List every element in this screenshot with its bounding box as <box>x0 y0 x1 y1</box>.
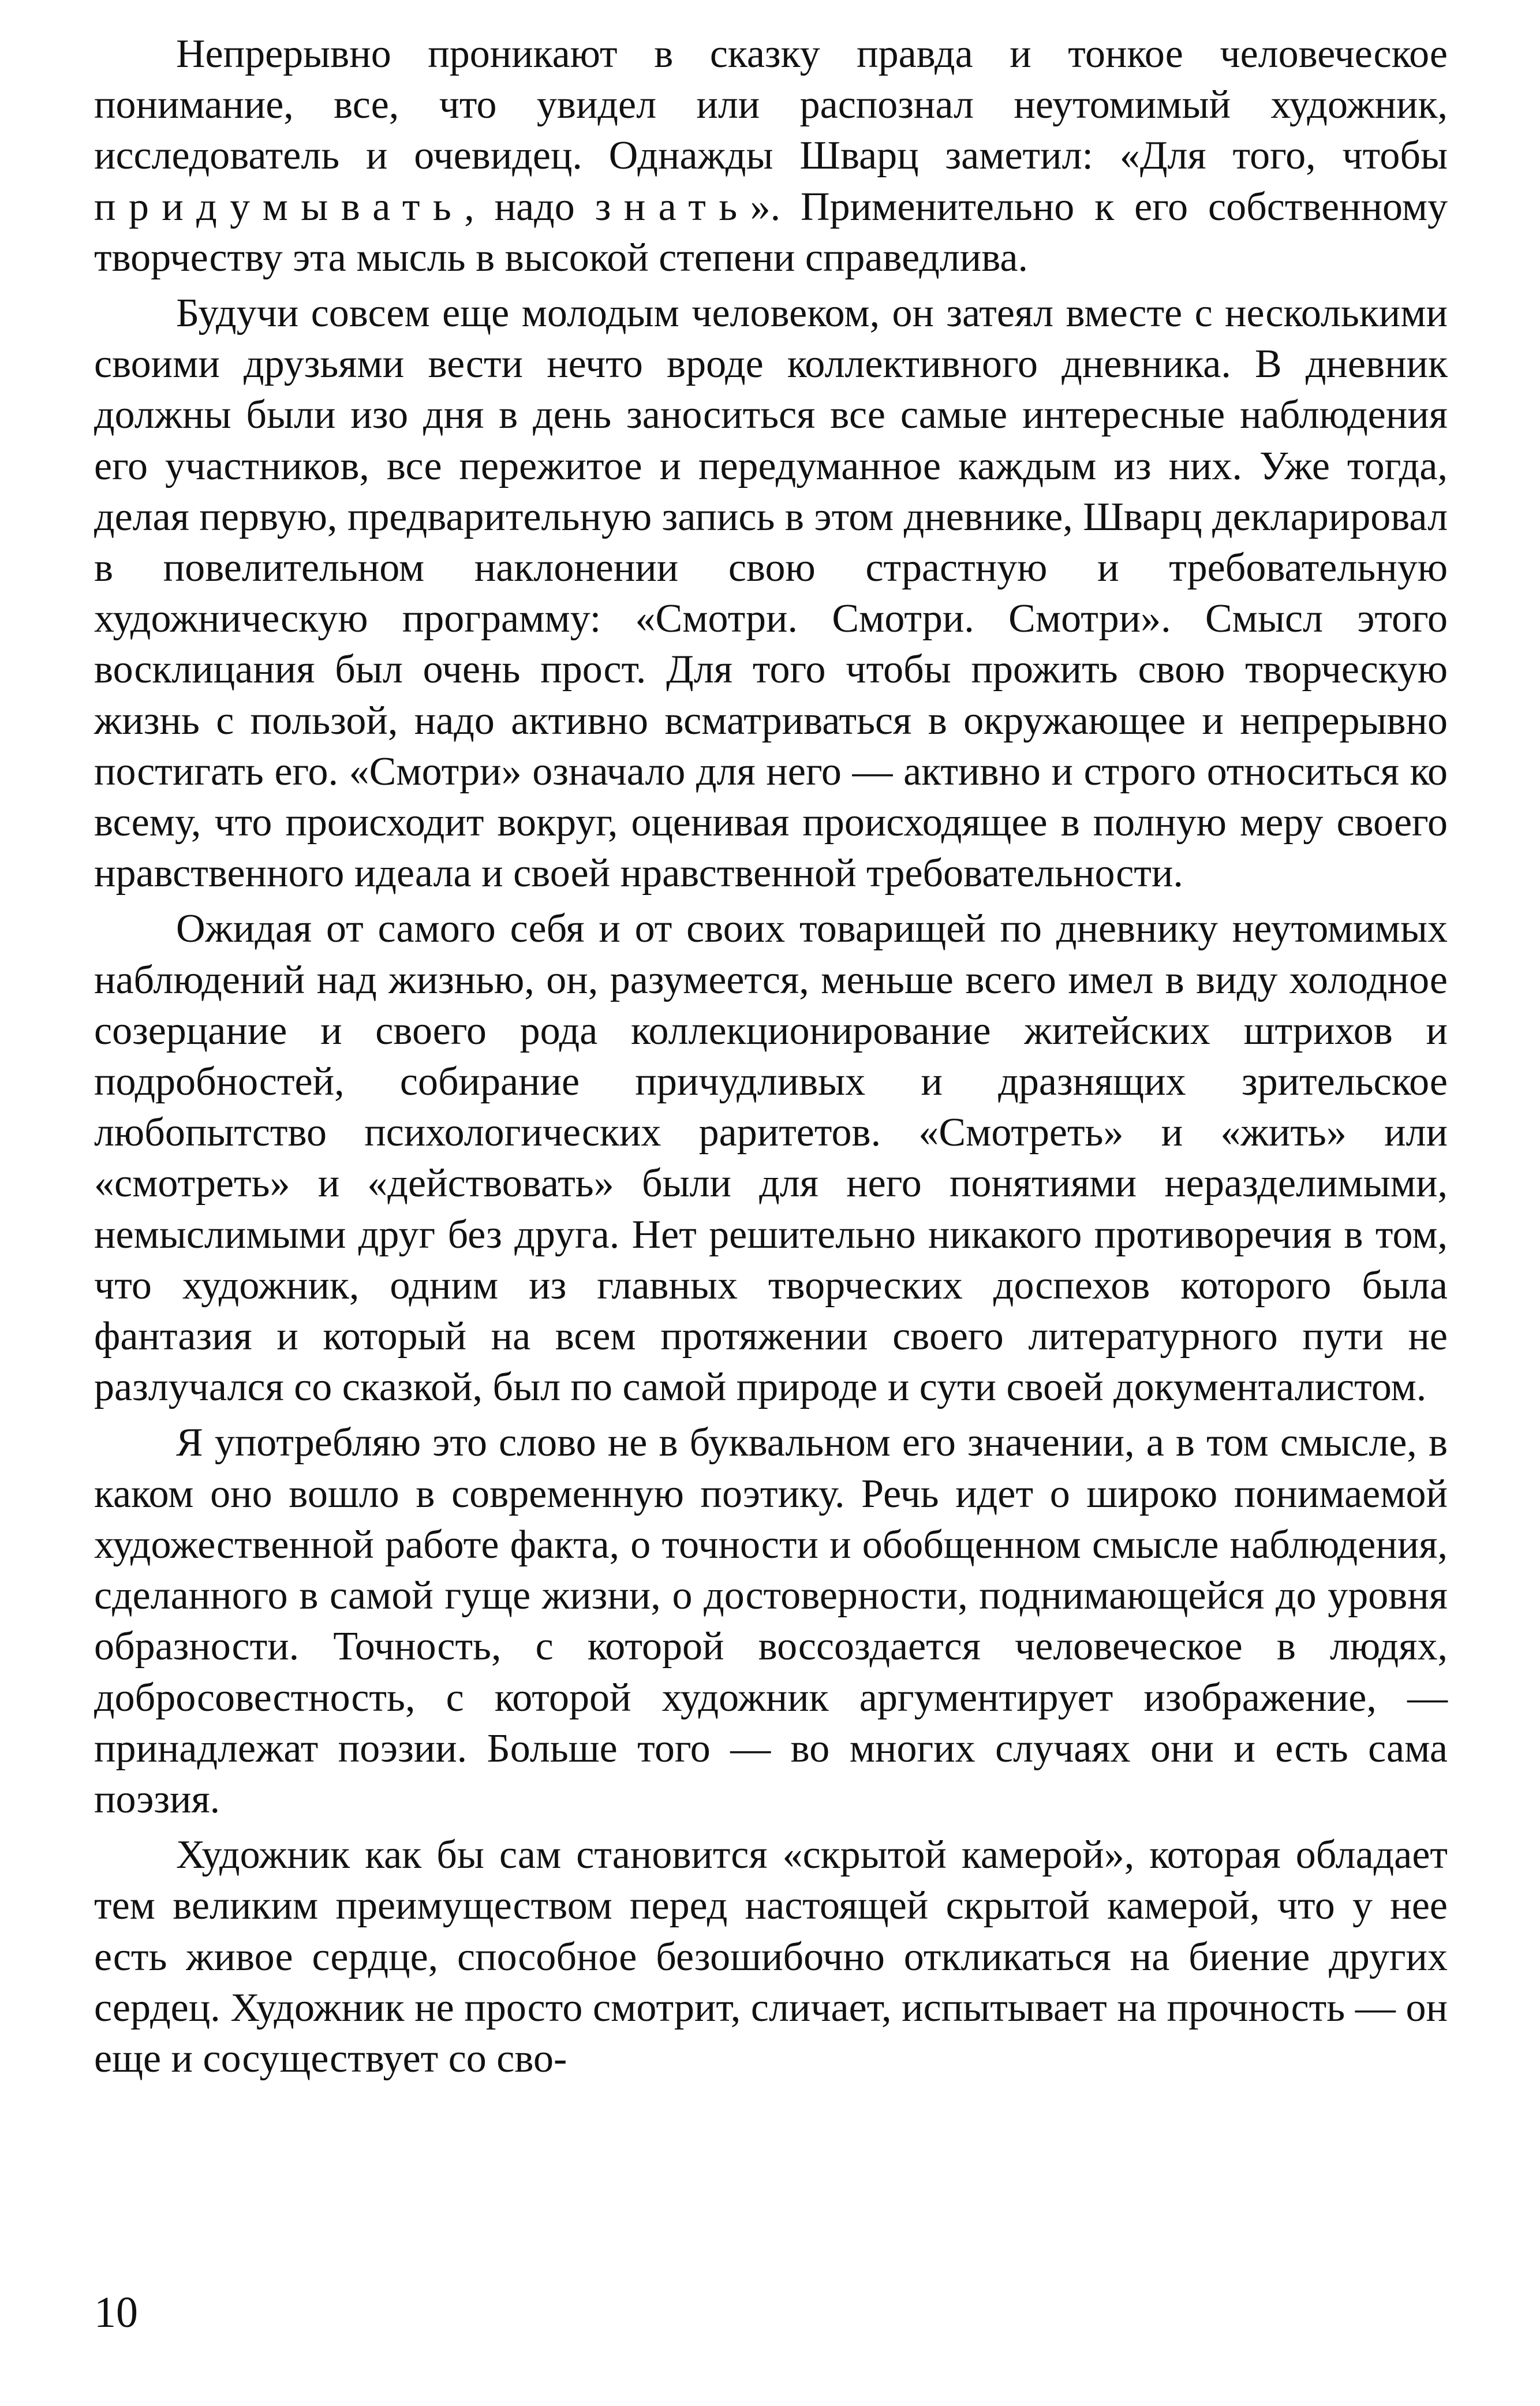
paragraph-2: Будучи совсем еще молодым человеком, он затеял вместе с несколькими своими друзьями вести нечто вроде коллективного дневника. В дневник должны были изо дня в день заноситься все самые интересные наблюдения его участников, все пережитое и передуманное каждым из них. Уже тогда, делая первую, предварительную запись в этом дневнике, Шварц декларировал в повелительном наклонении свою страстную и требовательную художническую программу: «Смотри. Смотри. Смотри». Смысл этого восклицания был очень прост. Для того чтобы прожить свою творческую жизнь с пользой, надо активно всматриваться в окружающее и непрерывно постигать его. «Смотри» означало для него — активно и строго относиться ко всему, что происходит вокруг, оценивая происходящее в полную меру своего нравственного идеала и своей нравственной требовательности. <box>94 291 1448 896</box>
page-number: 10 <box>94 2288 138 2337</box>
paragraph-1 <box>94 29 1448 284</box>
paragraph-1-middle: , надо <box>464 184 595 229</box>
paragraph-5: Художник как бы сам становится «скрытой камерой», которая обладает тем великим преимуществом перед настоящей скрытой камерой, что у нее есть живое сердце, способное безошибочно откликаться на биение других сердец. Художник не просто смотрит, сличает, испытывает на прочность — он еще и сосуществует со сво- <box>94 1833 1448 2081</box>
emphasis-znat: знать <box>595 184 750 229</box>
paragraph-1-after: ». Применительно к его собственному творчеству эта мысль в высокой степени справедлива. <box>94 184 1448 280</box>
body-text <box>94 29 1448 2089</box>
emphasis-pridumyvat: придумывать <box>94 184 465 229</box>
paragraph-3: Ожидая от самого себя и от своих товарищей по дневнику неутомимых наблюдений над жизнью, он, разумеется, меньше всего имел в виду холодное созерцание и своего рода коллекционирование житейских штрихов и подробностей, собирание причудливых и дразнящих зрительское любопытство психологических раритетов. «Смотреть» и «жить» или «смотреть» и «действовать» были для него понятиями неразделимыми, немыслимыми друг без друга. Нет решительно никакого противоречия в том, что художник, одним из главных творческих доспехов которого была фантазия и который на всем протяжении своего литературного пути не разлучался со сказкой, был по самой природе и сути своей документалистом. <box>94 907 1448 1410</box>
paragraph-1-before: Непрерывно проникают в сказку правда и тонкое человеческое понимание, все, что увидел или распознал неутомимый художник, исследователь и очевидец. Однажды Шварц заметил: «Для того, чтобы <box>94 32 1448 178</box>
paragraph-4: Я употребляю это слово не в буквальном его значении, а в том смысле, в каком оно вошло в современную поэтику. Речь идет о широко понимаемой художественной работе факта, о точности и обобщенном смысле наблюдения, сделанного в самой гуще жизни, о достоверности, поднимающейся до уровня образности. Точность, с которой воссоздается человеческое в людях, добросовестность, с которой художник аргументирует изображение, — принадлежат поэзии. Больше того — во многих случаях они и есть сама поэзия. <box>94 1420 1448 1822</box>
